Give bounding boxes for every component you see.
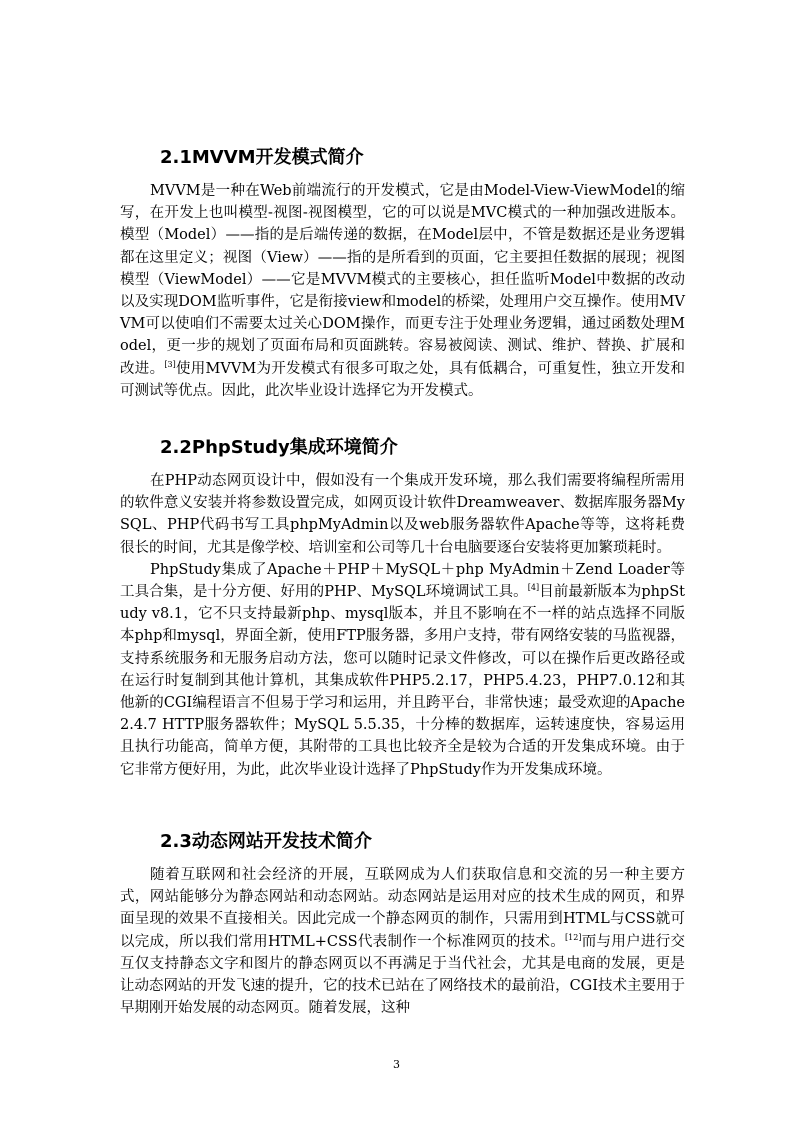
section-phpstudy	[120, 436, 685, 781]
paragraph-text: 在PHP动态网页设计中，假如没有一个集成开发环境，那么我们需要将编程所需用的软件意义安装并将参数设置完成，如网页设计软件Dreamweaver、数据库服务器MySQL、PHP代码书写工具phpMyAdmin以及web服务器软件Apache等等，这将耗费很长的时间，尤其是像学校、培训室和公司等几十台电脑要逐台安装将更加繁琐耗时。	[120, 473, 685, 556]
section-heading-mvvm: 2.1MVVM开发模式简介	[160, 147, 364, 168]
paragraph-text: 目前最新版本为phpStudy v8.1，它不只支持最新php、mysql版本，并且不影响在不一样的站点选择不同版本php和mysql，界面全新，使用FTP服务器，多用户支持，带有网络安装的马监视器，支持系统服务和无服务启动方法，您可以随时记录文件修改，可以在操作后更改路径或在运行时复制到其他计算机，其集成软件PHP5.2.17，PHP5.4.23，PHP7.0.12和其他新的CGI编程语言不但易于学习和运用，并且跨平台，非常快速；最受欢迎的Apache2.4.7 HTTP服务器软件；MySQL 5.5.35，十分棒的数据库，运转速度快，容易运用且执行功能高，简单方便，其附带的工具也比较齐全是较为合适的开发集成环境。由于它非常方便好用，为此，此次毕业设计选择了PhpStudy作为开发集成环境。	[120, 584, 685, 778]
paragraph-text: 而与用户进行交互仅支持静态文字和图片的静态网页以不再满足于当代社会，尤其是电商的发展，更是让动态网站的开发飞速的提升，它的技术已站在了网络技术的最前沿，CGI技术主要用于早期刚开始发展的动态网页。随着发展，这种	[120, 933, 685, 1017]
citation-12: [12]	[565, 932, 582, 942]
section-mvvm	[120, 146, 685, 402]
section-dynamic-web	[120, 830, 685, 1019]
section-heading-phpstudy: 2.2PhpStudy集成环境简介	[160, 437, 398, 458]
paragraph-text: 使用MVVM为开发模式有很多可取之处，具有低耦合，可重复性，独立开发和可测试等优点。因此，此次毕业设计选择它为开发模式。	[120, 360, 685, 399]
page-number: 3	[393, 1058, 400, 1071]
paragraph-text: MVVM是一种在Web前端流行的开发模式，它是由Model-View-ViewModel的缩写，在开发上也叫模型-视图-视图模型，它的可以说是MVC模式的一种加强改进版本。模型（Model）——指的是后端传递的数据，在Model层中，不管是数据还是业务逻辑都在这里定义；视图（View）——指的是所看到的页面，它主要担任数据的展现；视图模型（ViewModel）——它是MVVM模式的主要核心，担任监听Model中数据的改动以及实现DOM监听事件，它是衔接view和model的桥梁，处理用户交互操作。使用MVVM可以使咱们不需要太过关心DOM操作，而更专注于处理业务逻辑，通过函数处理Model，更一步的规划了页面布局和页面跳转。容易被阅读、测试、维护、替换、扩展和改进。	[120, 183, 685, 377]
paragraph-text: 随着互联网和社会经济的开展，互联网成为人们获取信息和交流的另一种主要方式，网站能够分为静态网站和动态网站。动态网站是运用对应的技术生成的网页，和界面呈现的效果不直接相关。因此完成一个静态网页的制作，只需用到HTML与CSS就可以完成，所以我们常用HTML+CSS代表制作一个标准网页的技术。	[120, 867, 685, 950]
paragraph-dynamic-web	[120, 864, 685, 1019]
paragraph-mvvm	[120, 180, 685, 402]
section-heading-dynamic-web: 2.3动态网站开发技术简介	[160, 831, 372, 852]
paragraph-text: PhpStudy集成了Apache＋PHP＋MySQL＋php MyAdmin＋Zend Loader等工具合集，是十分方便、好用的PHP、MySQL环境调试工具。	[120, 561, 685, 601]
paragraph-phpstudy-2	[120, 559, 685, 781]
paragraph-phpstudy-1	[120, 470, 685, 559]
citation-3: [3]	[164, 359, 176, 369]
citation-4: [4]	[527, 583, 540, 593]
